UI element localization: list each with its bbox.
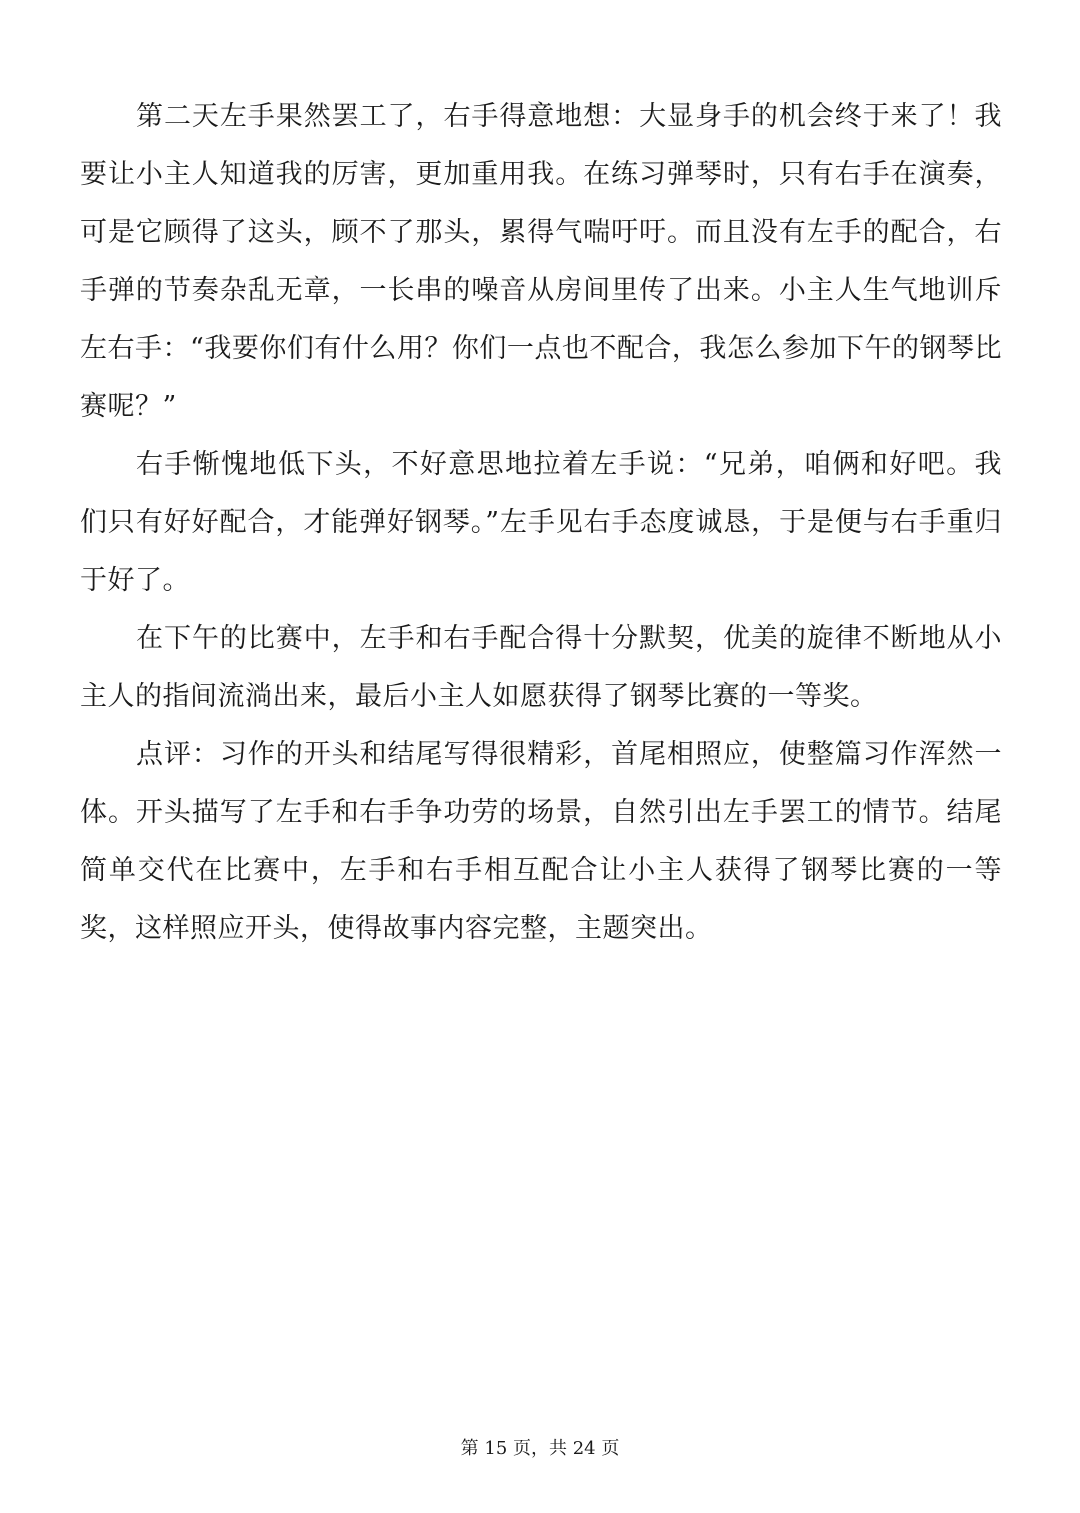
page-number-footer: 第 15 页，共 24 页 [460,1438,620,1459]
paragraph-story-1: 第二天左手果然罢工了，右手得意地想：大显身手的机会终于来了！我要让小主人知道我的厉害，更加重用我。在练习弹琴时，只有右手在演奏，可是它顾得了这头，顾不了那头，累得气喘吁吁。而且没有左手的配合，右手弹的节奏杂乱无章，一长串的噪音从房间里传了出来。小主人生气地训斥左右手：“我要你们有什么用？你们一点也不配合，我怎么参加下午的钢琴比赛呢？” [80,101,1002,422]
paragraph-commentary: 点评：习作的开头和结尾写得很精彩，首尾相照应，使整篇习作浑然一体。开头描写了左手和右手争功劳的场景，自然引出左手罢工的情节。结尾简单交代在比赛中，左手和右手相互配合让小主人获得了钢琴比赛的一等奖，这样照应开头，使得故事内容完整，主题突出。 [80,739,1002,944]
paragraph-story-3: 在下午的比赛中，左手和右手配合得十分默契，优美的旋律不断地从小主人的指间流淌出来，最后小主人如愿获得了钢琴比赛的一等奖。 [80,623,1002,712]
document-body [80,88,1002,958]
paragraph-story-2: 右手惭愧地低下头，不好意思地拉着左手说：“兄弟，咱俩和好吧。我们只有好好配合，才能弹好钢琴。”左手见右手态度诚恳，于是便与右手重归于好了。 [80,449,1002,596]
